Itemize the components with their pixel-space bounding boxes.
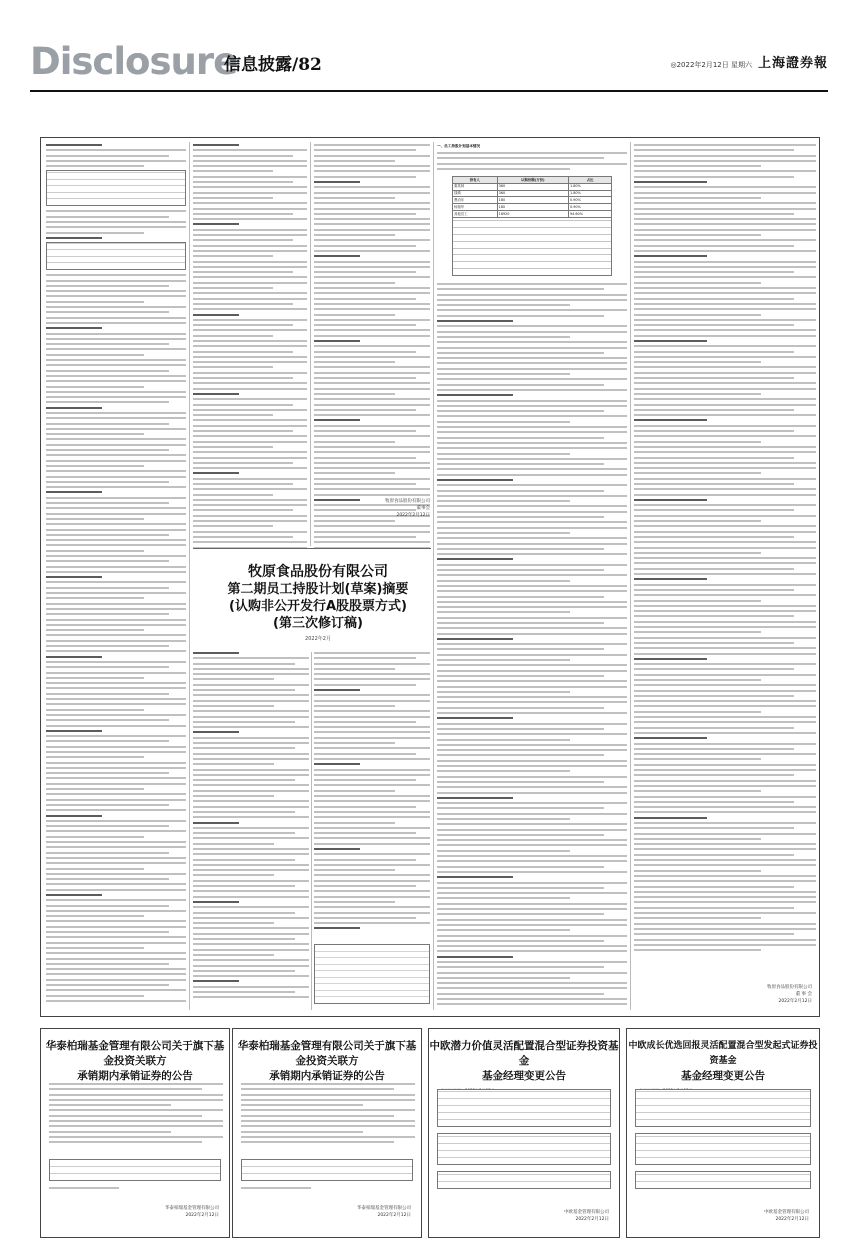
announcement-footer-text <box>49 1187 149 1193</box>
signature-company: 华泰柏瑞基金管理有限公司 <box>165 1206 219 1211</box>
main-article-signature <box>716 984 812 1005</box>
signature-date: 2022年2月12日 <box>396 513 430 518</box>
table-cell: 秦英林 <box>453 183 498 190</box>
announcement-table-2 <box>635 1133 811 1165</box>
signature-date: 2022年2月12日 <box>185 1213 219 1218</box>
announcement-title-line-1: 中欧成长优选回报灵活配置混合型发起式证券投资基金 <box>628 1041 818 1066</box>
right-column-heading: 一、员工持股计划基本情况 <box>437 144 481 148</box>
signature-board: 董事会 <box>416 506 430 511</box>
lower-table <box>314 944 430 1004</box>
announcement-title-line-2: 基金经理变更公告 <box>482 1070 566 1082</box>
signature-board: 董 事 会 <box>795 992 812 997</box>
column-1-table-2 <box>46 242 186 270</box>
signature-date: 2022年2月12日 <box>778 999 812 1004</box>
issue-date: ◎2022年2月12日 星期六 <box>670 61 752 69</box>
table-row <box>453 190 612 197</box>
newspaper-name: 上海證券報 <box>757 56 828 71</box>
article-column-4 <box>437 152 627 174</box>
masthead <box>30 40 828 88</box>
holdings-col-ratio: 占比 <box>569 177 612 184</box>
announcement-table <box>635 1089 811 1127</box>
signature-date: 2022年2月12日 <box>575 1217 609 1222</box>
announcement-title <box>233 1029 421 1084</box>
announcement-title <box>429 1029 619 1084</box>
table-row <box>453 210 612 217</box>
article-title-block <box>212 563 424 642</box>
article-column-1 <box>46 144 186 1004</box>
announcement-table-3 <box>635 1171 811 1189</box>
announcement-3 <box>428 1028 620 1238</box>
signature-date: 2022年2月12日 <box>377 1213 411 1218</box>
table-row <box>453 197 612 204</box>
announcement-4 <box>626 1028 820 1238</box>
announcement-title-line-2: 基金经理变更公告 <box>681 1070 765 1082</box>
announcement-title-line-2: 承销期内承销证券的公告 <box>269 1070 385 1082</box>
article-title-line-2: (认购非公开发行A股股票方式) <box>229 599 407 614</box>
holdings-col-shares: 认购份额(万份) <box>497 177 568 184</box>
column-divider <box>311 652 312 1010</box>
article-title-line-3: (第三次修订稿) <box>273 616 363 631</box>
table-cell: 94.60% <box>569 210 612 217</box>
signature-company: 中欧基金管理有限公司 <box>764 1210 809 1215</box>
table-cell: 180 <box>497 204 568 211</box>
brand-logo: Disclosure <box>30 40 238 83</box>
masthead-rule <box>30 90 828 92</box>
table-cell: 其他员工 <box>453 210 498 217</box>
announcement-signature <box>357 1205 411 1219</box>
article-title-date: 2022年2月 <box>305 636 331 642</box>
table-cell: 杨瑞华 <box>453 204 498 211</box>
column-divider <box>189 142 190 1010</box>
column-divider <box>310 142 311 546</box>
table-cell: 钱瑛 <box>453 190 498 197</box>
table-cell: 0.90% <box>569 204 612 211</box>
title-top-rule <box>193 548 431 549</box>
article-column-5 <box>634 144 816 954</box>
table-row <box>453 204 612 211</box>
table-cell: 1.80% <box>569 183 612 190</box>
signature-company: 牧原食品股份有限公司 <box>767 985 812 990</box>
announcement-table <box>49 1159 221 1181</box>
column-1-table <box>46 170 186 206</box>
announcement-body <box>49 1083 223 1153</box>
announcement-title <box>41 1029 229 1084</box>
article-column-2 <box>193 144 307 548</box>
announcement-signature <box>764 1209 809 1223</box>
masthead-right <box>670 52 828 71</box>
announcement-title <box>627 1029 819 1084</box>
signature-company: 中欧基金管理有限公司 <box>564 1210 609 1215</box>
announcement-table-2 <box>437 1133 611 1165</box>
table-cell: 360 <box>497 183 568 190</box>
holdings-table <box>452 176 612 218</box>
column-3-signature <box>330 498 430 519</box>
article-column-3 <box>314 144 430 548</box>
article-title-line-1: 第二期员工持股计划(草案)摘要 <box>227 582 409 597</box>
table-cell: 360 <box>497 190 568 197</box>
announcement-title-line-1: 中欧潜力价值灵活配置混合型证券投资基金 <box>429 1040 619 1067</box>
announcement-title-line-1: 华泰柏瑞基金管理有限公司关于旗下基金投资关联方 <box>237 1040 417 1067</box>
holdings-table-more-rows <box>452 218 612 276</box>
announcement-title-line-1: 华泰柏瑞基金管理有限公司关于旗下基金投资关联方 <box>45 1040 225 1067</box>
announcement-footer-text <box>241 1187 341 1193</box>
article-company-name: 牧原食品股份有限公司 <box>248 564 388 580</box>
announcement-table <box>437 1089 611 1127</box>
announcement-signature <box>165 1205 219 1219</box>
announcement-title-line-2: 承销期内承销证券的公告 <box>77 1070 193 1082</box>
signature-company: 牧原食品股份有限公司 <box>385 499 430 504</box>
announcement-table-3 <box>437 1171 611 1189</box>
announcement-body <box>241 1083 415 1153</box>
article-column-2-lower <box>193 652 309 1007</box>
section-title: 信息披露/82 <box>224 55 322 75</box>
announcement-2 <box>232 1028 422 1238</box>
article-column-4-body <box>437 283 627 1005</box>
table-cell: 曹治年 <box>453 197 498 204</box>
signature-date: 2022年2月12日 <box>775 1217 809 1222</box>
holdings-col-holder: 持有人 <box>453 177 498 184</box>
column-divider <box>433 142 434 1010</box>
table-cell: 18920 <box>497 210 568 217</box>
article-column-4-header <box>437 144 627 152</box>
table-cell: 0.90% <box>569 197 612 204</box>
announcement-1 <box>40 1028 230 1238</box>
column-divider <box>630 142 631 1010</box>
table-row <box>453 183 612 190</box>
announcement-signature <box>564 1209 609 1223</box>
article-column-3-lower <box>314 652 430 942</box>
table-cell: 180 <box>497 197 568 204</box>
announcement-table <box>241 1159 413 1181</box>
signature-company: 华泰柏瑞基金管理有限公司 <box>357 1206 411 1211</box>
holdings-table-wrap <box>452 176 612 276</box>
table-cell: 1.80% <box>569 190 612 197</box>
